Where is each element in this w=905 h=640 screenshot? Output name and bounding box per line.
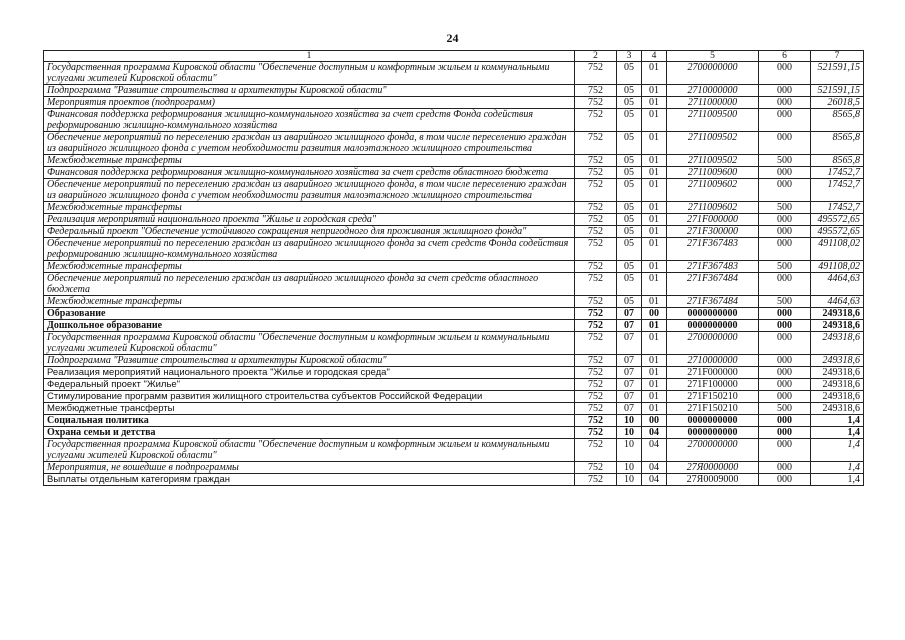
row-name-cell: Мероприятия проектов (подпрограмм) (44, 97, 575, 109)
row-ved-code-cell: 752 (575, 462, 617, 474)
row-amount-cell: 249318,6 (811, 355, 864, 367)
row-ved-code-cell: 752 (575, 226, 617, 238)
row-section-cell: 07 (617, 379, 642, 391)
row-section-cell: 05 (617, 109, 642, 132)
row-expense-type-cell: 000 (759, 167, 811, 179)
row-ved-code-cell: 752 (575, 155, 617, 167)
row-amount-cell: 249318,6 (811, 332, 864, 355)
row-section-cell: 05 (617, 179, 642, 202)
row-name-cell: Дошкольное образование (44, 320, 575, 332)
table-row (44, 427, 864, 439)
row-ved-code-cell: 752 (575, 97, 617, 109)
row-name-cell: Межбюджетные трансферты (44, 261, 575, 273)
row-name-cell: Реализация мероприятий национального проекта "Жилье и городская среда" (44, 214, 575, 226)
header-col-2: 2 (575, 51, 617, 62)
table-row (44, 155, 864, 167)
row-target-code-cell: 271F150210 (667, 403, 759, 415)
row-target-code-cell: 271F367484 (667, 273, 759, 296)
row-section-cell: 05 (617, 167, 642, 179)
header-col-7: 7 (811, 51, 864, 62)
row-expense-type-cell: 500 (759, 296, 811, 308)
table-row (44, 167, 864, 179)
row-expense-type-cell: 000 (759, 367, 811, 379)
row-expense-type-cell: 000 (759, 427, 811, 439)
row-ved-code-cell: 752 (575, 179, 617, 202)
row-amount-cell: 521591,15 (811, 62, 864, 85)
row-expense-type-cell: 000 (759, 320, 811, 332)
row-name-cell: Федеральный проект "Обеспечение устойчивого сокращения непригодного для проживания жилищного фонда" (44, 226, 575, 238)
row-expense-type-cell: 500 (759, 155, 811, 167)
row-name-cell: Финансовая поддержка реформирования жилищно-коммунального хозяйства за счет средств Фонда содействия реформированию жилищно-коммунального хозяйства (44, 109, 575, 132)
row-name-cell: Обеспечение мероприятий по переселению граждан из аварийного жилищного фонда за счет средств областного бюджета (44, 273, 575, 296)
table-row (44, 379, 864, 391)
row-name-cell: Подпрограмма "Развитие строительства и архитектуры Кировской области" (44, 355, 575, 367)
row-target-code-cell: 2710000000 (667, 85, 759, 97)
row-expense-type-cell: 000 (759, 214, 811, 226)
row-target-code-cell: 2711009500 (667, 109, 759, 132)
row-target-code-cell: 271F367483 (667, 261, 759, 273)
row-expense-type-cell: 500 (759, 261, 811, 273)
row-subsection-cell: 04 (642, 462, 667, 474)
row-section-cell: 05 (617, 62, 642, 85)
row-amount-cell: 249318,6 (811, 320, 864, 332)
row-section-cell: 07 (617, 320, 642, 332)
row-section-cell: 05 (617, 155, 642, 167)
row-amount-cell: 1,4 (811, 415, 864, 427)
header-col-3: 3 (617, 51, 642, 62)
row-section-cell: 05 (617, 132, 642, 155)
row-subsection-cell: 01 (642, 214, 667, 226)
row-ved-code-cell: 752 (575, 167, 617, 179)
row-ved-code-cell: 752 (575, 320, 617, 332)
table-row (44, 109, 864, 132)
row-ved-code-cell: 752 (575, 367, 617, 379)
row-subsection-cell: 01 (642, 273, 667, 296)
table-header-row (44, 51, 864, 62)
row-amount-cell: 1,4 (811, 462, 864, 474)
page-number: 24 (446, 31, 459, 45)
row-subsection-cell: 01 (642, 296, 667, 308)
row-ved-code-cell: 752 (575, 62, 617, 85)
budget-table (43, 50, 864, 486)
row-subsection-cell: 01 (642, 332, 667, 355)
row-section-cell: 10 (617, 415, 642, 427)
row-name-cell: Государственная программа Кировской области "Обеспечение доступным и комфортным жильем и коммунальными услугами жителей Кировской области" (44, 62, 575, 85)
row-name-cell: Подпрограмма "Развитие строительства и архитектуры Кировской области" (44, 85, 575, 97)
row-ved-code-cell: 752 (575, 261, 617, 273)
row-section-cell: 07 (617, 355, 642, 367)
row-subsection-cell: 01 (642, 355, 667, 367)
row-expense-type-cell: 000 (759, 332, 811, 355)
row-subsection-cell: 01 (642, 132, 667, 155)
row-target-code-cell: 2711009502 (667, 132, 759, 155)
row-amount-cell: 1,4 (811, 439, 864, 462)
row-target-code-cell: 271F100000 (667, 379, 759, 391)
header-col-6: 6 (759, 51, 811, 62)
table-row (44, 97, 864, 109)
row-section-cell: 05 (617, 97, 642, 109)
row-amount-cell: 495572,65 (811, 214, 864, 226)
row-amount-cell: 26018,5 (811, 97, 864, 109)
row-expense-type-cell: 000 (759, 62, 811, 85)
row-target-code-cell: 2711009602 (667, 202, 759, 214)
row-amount-cell: 249318,6 (811, 308, 864, 320)
row-expense-type-cell: 000 (759, 308, 811, 320)
row-subsection-cell: 01 (642, 179, 667, 202)
table-row (44, 367, 864, 379)
row-expense-type-cell: 000 (759, 273, 811, 296)
row-name-cell: Финансовая поддержка реформирования жилищно-коммунального хозяйства за счет средств областного бюджета (44, 167, 575, 179)
row-section-cell: 05 (617, 202, 642, 214)
table-row (44, 332, 864, 355)
row-ved-code-cell: 752 (575, 391, 617, 403)
row-expense-type-cell: 000 (759, 85, 811, 97)
table-row (44, 132, 864, 155)
row-target-code-cell: 0000000000 (667, 427, 759, 439)
row-expense-type-cell: 000 (759, 109, 811, 132)
row-section-cell: 07 (617, 367, 642, 379)
row-section-cell: 10 (617, 462, 642, 474)
row-ved-code-cell: 752 (575, 85, 617, 97)
row-ved-code-cell: 752 (575, 439, 617, 462)
row-ved-code-cell: 752 (575, 214, 617, 226)
row-amount-cell: 1,4 (811, 427, 864, 439)
row-subsection-cell: 01 (642, 62, 667, 85)
row-ved-code-cell: 752 (575, 332, 617, 355)
row-ved-code-cell: 752 (575, 109, 617, 132)
row-subsection-cell: 01 (642, 379, 667, 391)
row-target-code-cell: 0000000000 (667, 415, 759, 427)
row-amount-cell: 491108,02 (811, 261, 864, 273)
row-subsection-cell: 01 (642, 261, 667, 273)
table-row (44, 273, 864, 296)
row-ved-code-cell: 752 (575, 403, 617, 415)
row-name-cell: Межбюджетные трансферты (44, 403, 575, 415)
row-expense-type-cell: 000 (759, 355, 811, 367)
row-amount-cell: 8565,8 (811, 109, 864, 132)
table-row (44, 391, 864, 403)
header-col-1: 1 (44, 51, 575, 62)
row-expense-type-cell: 000 (759, 474, 811, 486)
row-section-cell: 05 (617, 261, 642, 273)
row-subsection-cell: 01 (642, 238, 667, 261)
row-amount-cell: 249318,6 (811, 403, 864, 415)
row-amount-cell: 1,4 (811, 474, 864, 486)
row-amount-cell: 17452,7 (811, 167, 864, 179)
row-amount-cell: 8565,8 (811, 132, 864, 155)
row-name-cell: Стимулирование программ развития жилищного строительства субъектов Российской Федерации (44, 391, 575, 403)
row-subsection-cell: 04 (642, 439, 667, 462)
row-name-cell: Обеспечение мероприятий по переселению граждан из аварийного жилищного фонда, в том числе переселению граждан из аварийного жилищного фонда с учетом необходимости развития малоэтажного жилищного строительства (44, 132, 575, 155)
table-row (44, 403, 864, 415)
row-name-cell: Выплаты отдельным категориям граждан (44, 474, 575, 486)
row-expense-type-cell: 500 (759, 403, 811, 415)
row-amount-cell: 4464,63 (811, 273, 864, 296)
row-target-code-cell: 271F367483 (667, 238, 759, 261)
row-expense-type-cell: 000 (759, 462, 811, 474)
row-target-code-cell: 2711000000 (667, 97, 759, 109)
row-target-code-cell: 0000000000 (667, 308, 759, 320)
row-expense-type-cell: 000 (759, 415, 811, 427)
row-name-cell: Государственная программа Кировской области "Обеспечение доступным и комфортным жильем и коммунальными услугами жителей Кировской области" (44, 332, 575, 355)
row-ved-code-cell: 752 (575, 273, 617, 296)
row-subsection-cell: 01 (642, 403, 667, 415)
row-expense-type-cell: 000 (759, 226, 811, 238)
table-row (44, 320, 864, 332)
row-expense-type-cell: 000 (759, 132, 811, 155)
row-target-code-cell: 271F150210 (667, 391, 759, 403)
table-row (44, 296, 864, 308)
row-ved-code-cell: 752 (575, 308, 617, 320)
row-expense-type-cell: 000 (759, 391, 811, 403)
row-name-cell: Федеральный проект "Жилье" (44, 379, 575, 391)
table-row (44, 261, 864, 273)
table-row (44, 62, 864, 85)
row-target-code-cell: 0000000000 (667, 320, 759, 332)
table-row (44, 85, 864, 97)
row-expense-type-cell: 000 (759, 379, 811, 391)
row-subsection-cell: 04 (642, 427, 667, 439)
row-name-cell: Государственная программа Кировской области "Обеспечение доступным и комфортным жильем и коммунальными услугами жителей Кировской области" (44, 439, 575, 462)
row-target-code-cell: 2700000000 (667, 62, 759, 85)
row-target-code-cell: 2711009502 (667, 155, 759, 167)
table-row (44, 214, 864, 226)
row-name-cell: Межбюджетные трансферты (44, 155, 575, 167)
row-expense-type-cell: 500 (759, 202, 811, 214)
row-section-cell: 07 (617, 332, 642, 355)
row-expense-type-cell: 000 (759, 238, 811, 261)
row-subsection-cell: 01 (642, 202, 667, 214)
row-subsection-cell: 01 (642, 391, 667, 403)
row-ved-code-cell: 752 (575, 296, 617, 308)
row-subsection-cell: 01 (642, 109, 667, 132)
row-subsection-cell: 00 (642, 308, 667, 320)
table-row (44, 202, 864, 214)
row-subsection-cell: 01 (642, 367, 667, 379)
table-row (44, 439, 864, 462)
row-amount-cell: 17452,7 (811, 202, 864, 214)
row-ved-code-cell: 752 (575, 355, 617, 367)
row-target-code-cell: 271F300000 (667, 226, 759, 238)
row-section-cell: 05 (617, 238, 642, 261)
row-name-cell: Охрана семьи и детства (44, 427, 575, 439)
row-target-code-cell: 2700000000 (667, 439, 759, 462)
table-row (44, 462, 864, 474)
row-section-cell: 07 (617, 308, 642, 320)
row-amount-cell: 495572,65 (811, 226, 864, 238)
table-row (44, 226, 864, 238)
row-subsection-cell: 01 (642, 97, 667, 109)
row-ved-code-cell: 752 (575, 202, 617, 214)
row-expense-type-cell: 000 (759, 97, 811, 109)
row-name-cell: Мероприятия, не вошедшие в подпрограммы (44, 462, 575, 474)
row-ved-code-cell: 752 (575, 379, 617, 391)
row-name-cell: Межбюджетные трансферты (44, 202, 575, 214)
row-ved-code-cell: 752 (575, 415, 617, 427)
row-name-cell: Обеспечение мероприятий по переселению граждан из аварийного жилищного фонда за счет средств Фонда содействия реформированию жилищно-коммунального хозяйства (44, 238, 575, 261)
table-row (44, 238, 864, 261)
row-subsection-cell: 04 (642, 474, 667, 486)
row-section-cell: 05 (617, 85, 642, 97)
row-subsection-cell: 01 (642, 226, 667, 238)
row-ved-code-cell: 752 (575, 427, 617, 439)
row-target-code-cell: 271F000000 (667, 367, 759, 379)
row-section-cell: 05 (617, 273, 642, 296)
row-amount-cell: 4464,63 (811, 296, 864, 308)
row-expense-type-cell: 000 (759, 179, 811, 202)
row-name-cell: Реализация мероприятий национального проекта "Жилье и городская среда" (44, 367, 575, 379)
row-amount-cell: 249318,6 (811, 379, 864, 391)
row-section-cell: 05 (617, 214, 642, 226)
row-name-cell: Образование (44, 308, 575, 320)
row-section-cell: 07 (617, 403, 642, 415)
table-row (44, 308, 864, 320)
row-ved-code-cell: 752 (575, 132, 617, 155)
row-target-code-cell: 27Я0000000 (667, 462, 759, 474)
row-target-code-cell: 271F000000 (667, 214, 759, 226)
row-target-code-cell: 2700000000 (667, 332, 759, 355)
row-target-code-cell: 2710000000 (667, 355, 759, 367)
row-section-cell: 10 (617, 439, 642, 462)
row-amount-cell: 249318,6 (811, 391, 864, 403)
row-section-cell: 05 (617, 226, 642, 238)
row-subsection-cell: 01 (642, 320, 667, 332)
header-col-5: 5 (667, 51, 759, 62)
row-target-code-cell: 271F367484 (667, 296, 759, 308)
row-section-cell: 05 (617, 296, 642, 308)
row-subsection-cell: 00 (642, 415, 667, 427)
row-ved-code-cell: 752 (575, 474, 617, 486)
row-target-code-cell: 2711009602 (667, 179, 759, 202)
row-name-cell: Обеспечение мероприятий по переселению граждан из аварийного жилищного фонда, в том числе переселению граждан из аварийного жилищного фонда с учетом необходимости развития малоэтажного жилищного строительства (44, 179, 575, 202)
row-name-cell: Социальная политика (44, 415, 575, 427)
row-target-code-cell: 27Я0009000 (667, 474, 759, 486)
table-row (44, 415, 864, 427)
row-expense-type-cell: 000 (759, 439, 811, 462)
row-amount-cell: 249318,6 (811, 367, 864, 379)
row-amount-cell: 521591,15 (811, 85, 864, 97)
row-target-code-cell: 2711009600 (667, 167, 759, 179)
row-subsection-cell: 01 (642, 85, 667, 97)
row-amount-cell: 491108,02 (811, 238, 864, 261)
table-row (44, 474, 864, 486)
table-row (44, 355, 864, 367)
table-row (44, 179, 864, 202)
row-amount-cell: 8565,8 (811, 155, 864, 167)
row-amount-cell: 17452,7 (811, 179, 864, 202)
row-ved-code-cell: 752 (575, 238, 617, 261)
row-subsection-cell: 01 (642, 155, 667, 167)
row-name-cell: Межбюджетные трансферты (44, 296, 575, 308)
row-section-cell: 07 (617, 391, 642, 403)
row-subsection-cell: 01 (642, 167, 667, 179)
header-col-4: 4 (642, 51, 667, 62)
row-section-cell: 10 (617, 427, 642, 439)
row-section-cell: 10 (617, 474, 642, 486)
